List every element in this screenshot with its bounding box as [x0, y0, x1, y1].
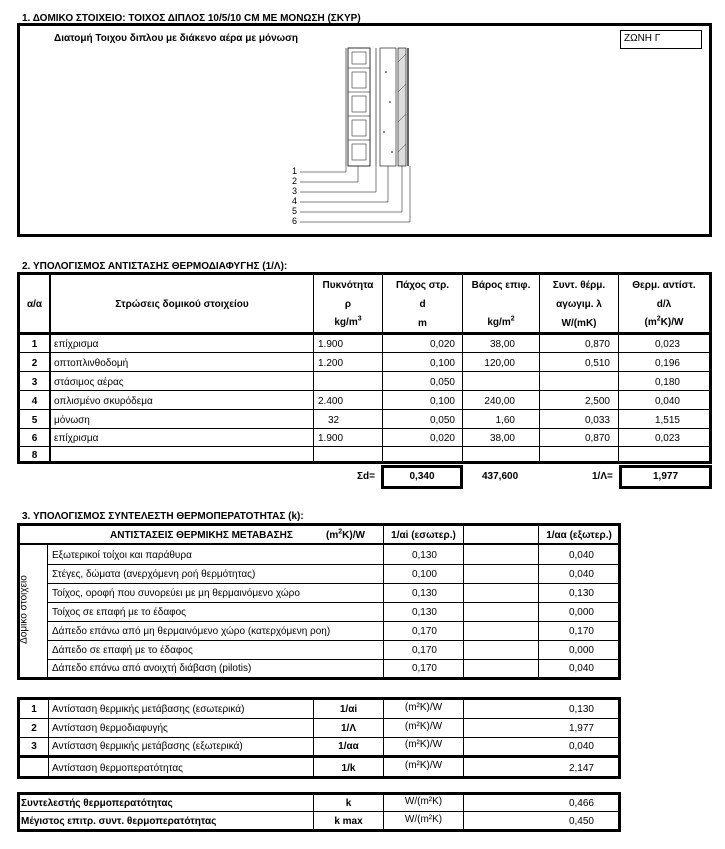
sd-value: 0,340	[409, 471, 435, 482]
section1-title: 1. ΔΟΜΙΚΟ ΣΤΟΙΧΕΙΟ: ΤΟΙΧΟΣ ΔΙΠΛΟΣ 10/5/10 CM ΜΕ ΜΟΝΩΣΗ (ΣΚΥΡ)	[22, 13, 361, 24]
inv-lambda-label: 1/Λ=	[592, 471, 613, 482]
header-thickness-sym: d	[419, 299, 426, 310]
header-density: Πυκνότητα	[322, 280, 374, 291]
diagram-label-6: 6	[292, 216, 298, 226]
header-layers: Στρώσεις δομικού στοιχείου	[115, 299, 249, 310]
header-thickness: Πάχος στρ.	[395, 280, 450, 291]
diagram-label-1: 1	[292, 166, 298, 176]
inv-lambda-value: 1,977	[652, 471, 679, 482]
header-conductivity-unit: W/(mK)	[561, 318, 597, 329]
total-weight: 437,600	[482, 471, 519, 482]
aa-header: 1/αα (εξωτερ.)	[546, 530, 612, 541]
diagram-caption: Διατομή Τοιχου διπλου με διάκενο αέρα με μόνωση	[54, 33, 299, 44]
header-thickness-unit: m	[418, 318, 427, 329]
zone-label: ΖΩΝΗ Γ	[624, 33, 661, 44]
sd-label: Σd=	[357, 471, 375, 482]
diagram-label-4: 4	[292, 196, 298, 206]
resist-unit-header: $(m^2K)/W$	[326, 528, 365, 541]
header-density-sym: ρ	[344, 299, 352, 310]
ai-header: 1/αi (εσωτερ.)	[391, 530, 456, 541]
resist-header: ΑΝΤΙΣΤΑΣΕΙΣ ΘΕΡΜΙΚΗΣ ΜΕΤΑΒΑΣΗΣ	[110, 530, 293, 541]
wall-section-diagram	[280, 42, 430, 232]
header-aa: α/α	[26, 299, 43, 310]
section3-title: 3. ΥΠΟΛΟΓΙΣΜΟΣ ΣΥΝΤΕΛΕΣΤΗ ΘΕΡΜΟΠΕΡΑΤΟΤΗΤΑΣ (k):	[22, 511, 304, 522]
header-resistance: Θερμ. αντίστ.	[632, 280, 696, 291]
side-label: Δομικό στοιχείο	[18, 575, 30, 644]
header-density-unit: $kg/m^3$	[334, 315, 362, 328]
section2-title: 2. ΥΠΟΛΟΓΙΣΜΟΣ ΑΝΤΙΣΤΑΣΗΣ ΘΕΡΜΟΔΙΑΦΥΓΗΣ (1/Λ):	[22, 261, 288, 272]
header-conductivity: Συντ. θέρμ.	[552, 280, 606, 291]
header-weight: Βάρος επιφ.	[471, 280, 531, 291]
diagram-label-3: 3	[292, 186, 298, 196]
header-weight-unit: $kg/m^2$	[487, 315, 515, 328]
header-resistance-unit: $(m^2K)/W$	[644, 315, 684, 328]
diagram-label-5: 5	[292, 206, 298, 216]
header-resistance-2: d/λ	[656, 299, 672, 310]
header-conductivity-2: αγωγιμ. λ	[556, 299, 602, 310]
diagram-label-2: 2	[292, 176, 298, 186]
